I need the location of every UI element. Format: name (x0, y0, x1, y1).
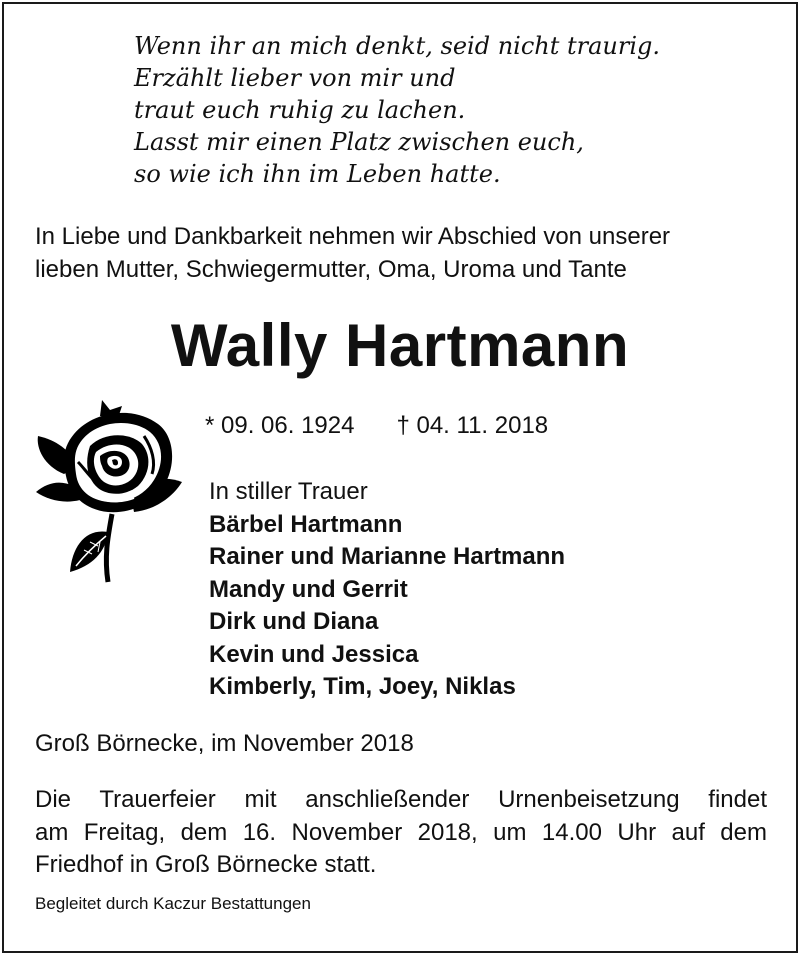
mourner-name: Kimberly, Tim, Joey, Niklas (209, 673, 516, 700)
ceremony-line: am Freitag, dem 16. November 2018, um 14.00 Uhr auf dem (35, 818, 767, 846)
undertaker-credit: Begleitet durch Kaczur Bestattungen (35, 894, 311, 913)
ceremony-line: Die Trauerfeier mit anschließender Urnenbeisetzung findet (35, 786, 767, 813)
mourner-name: Dirk und Diana (209, 608, 379, 635)
mourning-lead: In stiller Trauer (209, 478, 368, 505)
mourner-name: Rainer und Marianne Hartmann (209, 543, 566, 570)
mourner-name: Kevin und Jessica (209, 640, 419, 668)
poem-line: Wenn ihr an mich denkt, seid nicht traurig. (134, 32, 661, 60)
poem (134, 30, 754, 190)
poem-line: so wie ich ihn im Leben hatte. (134, 160, 501, 188)
rose-icon (34, 396, 184, 586)
mourner-name: Mandy und Gerrit (209, 575, 408, 603)
poem-line: Erzählt lieber von mir und (134, 64, 456, 92)
mourners-block (209, 476, 769, 704)
deceased-name: Wally Hartmann (170, 312, 630, 379)
birth-date: * 09. 06. 1924 (205, 412, 355, 439)
ceremony-info (35, 784, 767, 882)
intro-text (35, 220, 775, 286)
death-date: † 04. 11. 2018 (396, 412, 549, 439)
life-dates (205, 410, 765, 442)
ceremony-line: Friedhof in Groß Börnecke statt. (35, 851, 377, 878)
intro-line: lieben Mutter, Schwiegermutter, Oma, Uroma und Tante (35, 256, 627, 283)
poem-line: traut euch ruhig zu lachen. (134, 96, 466, 124)
intro-line: In Liebe und Dankbarkeit nehmen wir Abschied von unserer (35, 223, 671, 250)
poem-line: Lasst mir einen Platz zwischen euch, (134, 128, 584, 156)
place-and-date: Groß Börnecke, im November 2018 (35, 730, 414, 757)
mourner-name: Bärbel Hartmann (209, 510, 403, 538)
